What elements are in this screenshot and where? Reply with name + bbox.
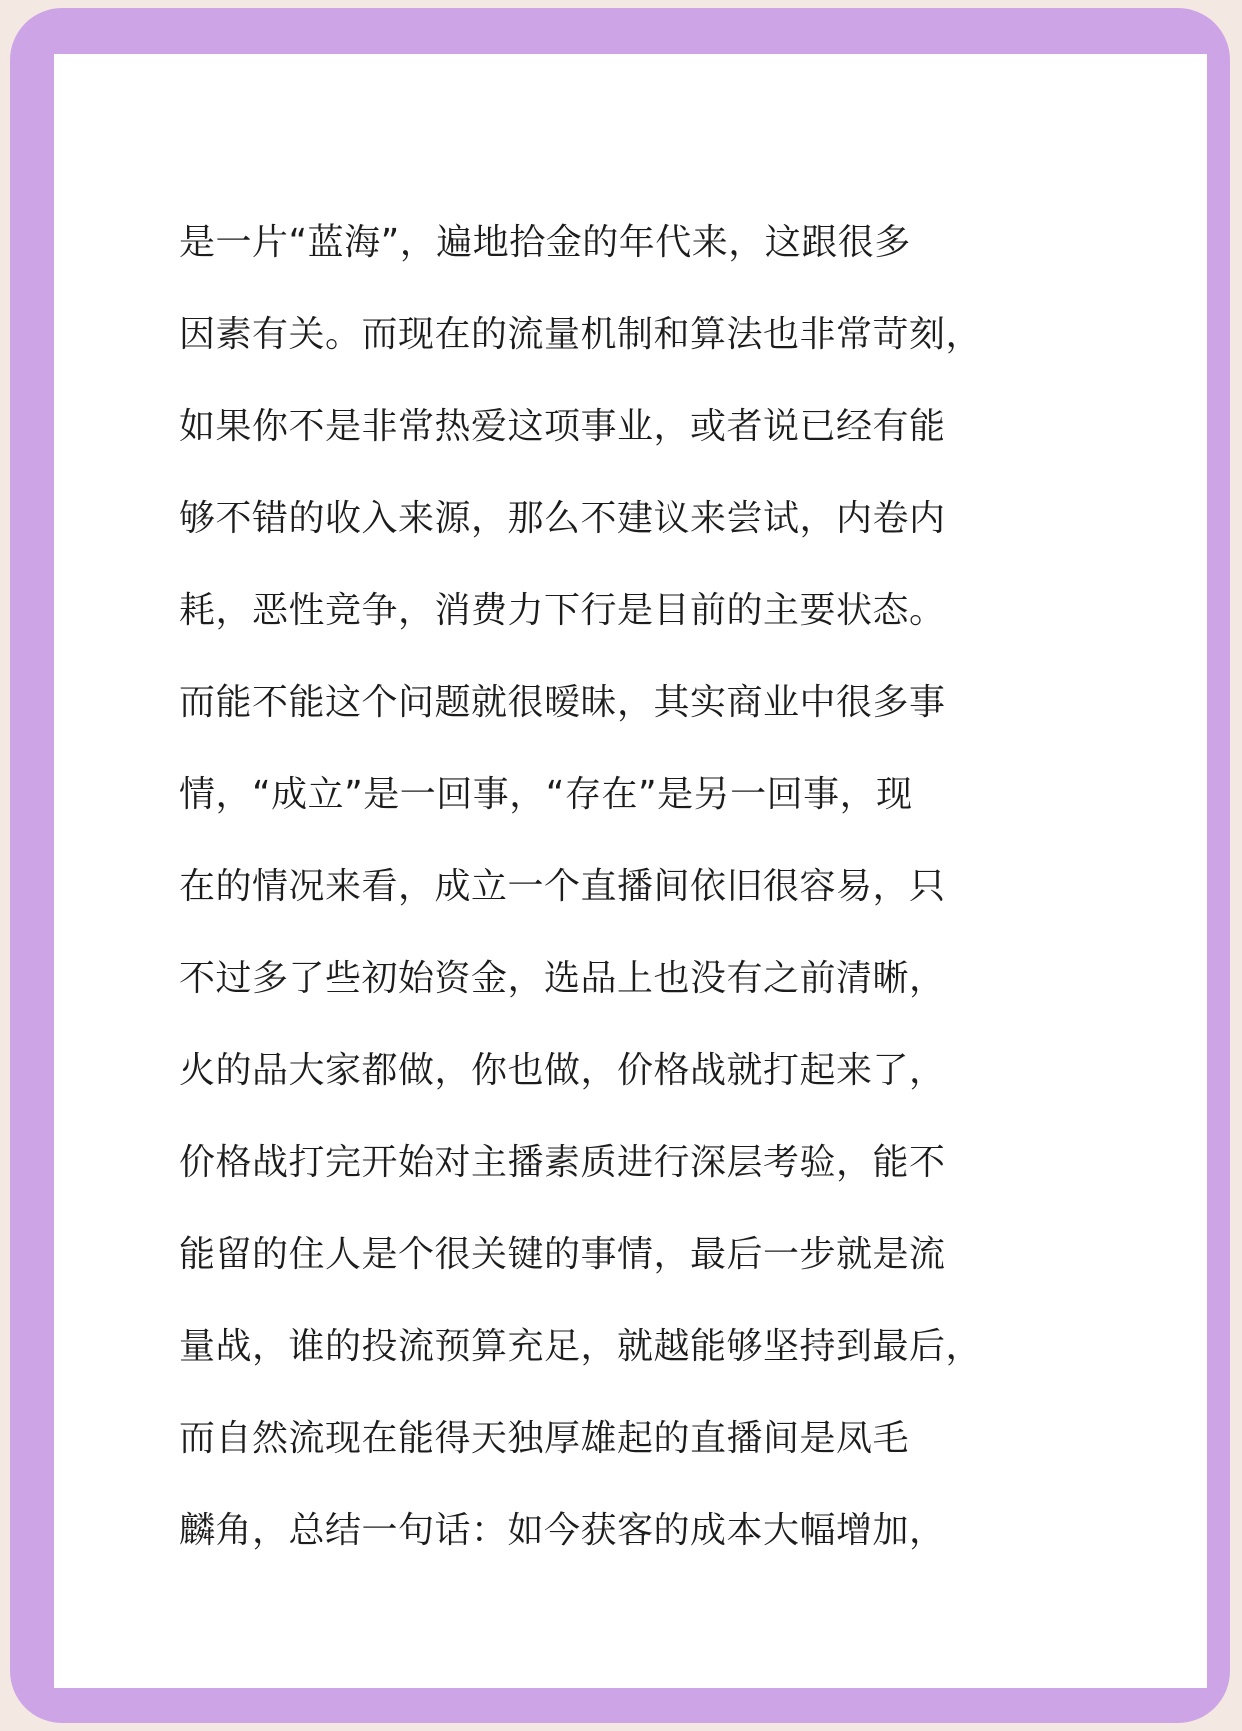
article-text <box>179 197 1059 1577</box>
text-line: 不过多了些初始资金，选品上也没有之前清晰， <box>179 958 946 999</box>
text-line: 是一片“蓝海”，遍地拾金的年代来，这跟很多 <box>179 222 911 263</box>
text-line: 够不错的收入来源，那么不建议来尝试，内卷内 <box>179 498 946 539</box>
text-line: 因素有关。而现在的流量机制和算法也非常苛刻， <box>179 314 983 355</box>
text-line: 如果你不是非常热爱这项事业，或者说已经有能 <box>179 406 946 447</box>
text-line: 在的情况来看，成立一个直播间依旧很容易，只 <box>179 866 946 907</box>
text-line: 能留的住人是个很关键的事情，最后一步就是流 <box>179 1234 946 1275</box>
text-line: 而能不能这个问题就很暧昧，其实商业中很多事 <box>179 682 946 723</box>
text-line: 耗，恶性竞争，消费力下行是目前的主要状态。 <box>179 590 946 631</box>
text-line: 而自然流现在能得天独厚雄起的直播间是凤毛 <box>179 1418 910 1459</box>
text-line: 麟角，总结一句话：如今获客的成本大幅增加， <box>179 1510 946 1551</box>
text-line: 火的品大家都做，你也做，价格战就打起来了， <box>179 1050 946 1091</box>
text-line: 价格战打完开始对主播素质进行深层考验，能不 <box>179 1142 946 1183</box>
text-line: 情，“成立”是一回事，“存在”是另一回事，现 <box>179 774 913 815</box>
text-line: 量战，谁的投流预算充足，就越能够坚持到最后， <box>179 1326 983 1367</box>
